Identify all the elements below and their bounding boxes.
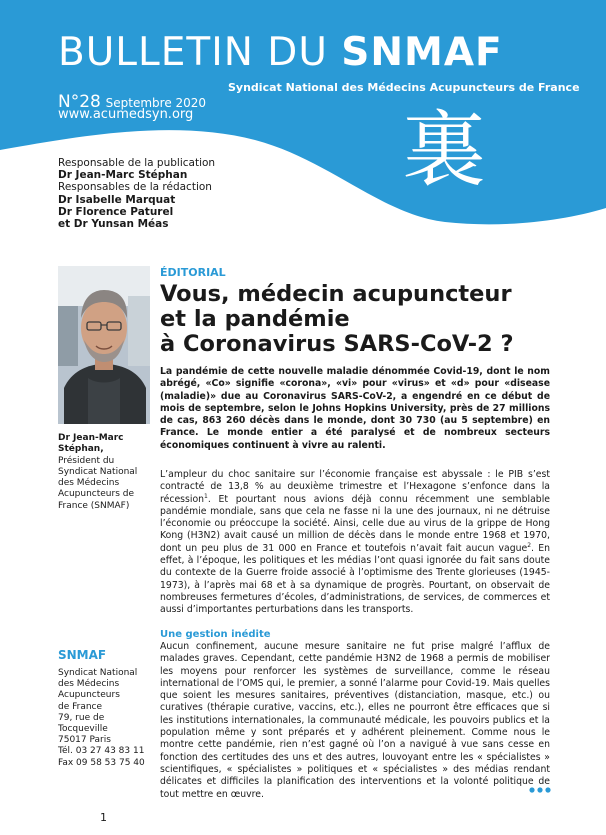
address-line: 75017 Paris: [58, 735, 111, 746]
caption-role: Président du Syndicat National des Médecins Acupuncteurs de France (SNMAF): [58, 455, 138, 511]
address-line: 79, rue de: [58, 712, 105, 723]
editorial-credits: [58, 157, 215, 230]
credit-line: Responsable de la publication: [58, 157, 216, 169]
credit-line: Dr Florence Paturel: [58, 205, 174, 218]
address-line: Fax 09 58 53 75 40: [58, 757, 145, 768]
address-line: de France: [58, 701, 103, 712]
footnote-ref[interactable]: 2: [527, 541, 532, 549]
article-headline: [160, 282, 580, 357]
author-photo: [58, 266, 150, 424]
chinese-character-logo: 裏: [401, 101, 486, 199]
issue-date: Septembre 2020: [105, 96, 207, 110]
article-lead: La pandémie de cette nouvelle maladie dénommée Covid-19, dont le nom abrégé, «Co» signifie «corona», «vi» pour «virus» et «d» pour «disease (maladie)» due au Coronavirus SARS-CoV-2, a engendré en ce début de mois de septembre, selon le Johns Hopkins University, près de 27 millions de cas, 863 260 décès dans le monde, dont 30 730 (au 5 septembre) en France. Le monde entier a été paralysé et de nombreux secteurs économiques continuent à vivre au ralenti.: [160, 366, 550, 451]
page-number: 1: [100, 811, 107, 824]
credit-line: Responsables de la rédaction: [58, 181, 212, 194]
address-line: Acupuncteurs: [58, 690, 120, 701]
address-line: des Médecins: [58, 679, 120, 690]
snmaf-address: [58, 668, 156, 769]
address-line: Tocqueville: [58, 724, 108, 735]
caption-name: Dr Jean-Marc Stéphan,: [58, 433, 124, 455]
headline-line: à Coronavirus SARS-CoV-2 ?: [160, 331, 514, 357]
headline-line: et la pandémie: [160, 306, 350, 332]
credit-line: Dr Isabelle Marquat: [58, 193, 176, 206]
headline-line: Vous, médecin acupuncteur: [160, 281, 512, 307]
issue-number: N°28: [58, 92, 101, 112]
address-line: Tél. 03 27 43 83 11: [58, 746, 145, 757]
article-paragraph-1: L’ampleur du choc sanitaire sur l’économie française est abyssale : le PIB s’est contracté de 13,8 % au deuxième trimestre et l’Hexagone s’enfonce dans la récession$^1$. Et pourtant nous avions déjà connu récemment une semblable pandémie mondiale, sans que cela ne fasse ni la une des journaux, ni ne détruise l’économie ou préoccupe la société. Ainsi, celle due au virus de la grippe de Hong Kong (H3N2) avait causé un million de décès dans le monde entre 1968 et 1970, dont un peu plus de 31 000 en France et toutefois n’avait fait aucun vague$^2$. En effet, à l’époque, les politiques et les médias l’ont quasi ignorée du fait sans doute du contexte de la Guerre froide associé à l’optimisme des Trente glorieuses (1945-1973), à l’après mai 68 et à sa dynamique de progrès. Pourtant, on observait de nombreuses fermetures d’écoles, d’administrations, de services, de commerces et aussi d’importantes perturbations dans les transports.: [160, 469, 550, 616]
bulletin-title: BULLETIN DU SNMAF: [58, 30, 503, 75]
continued-dots-icon: [529, 786, 551, 794]
address-line: Syndicat National: [58, 668, 138, 678]
article-paragraph-2: Aucun confinement, aucune mesure sanitaire ne fut prise malgré l’afflux de malades graves. Cependant, cette pandémie H3N2 de 1968 a permis de mobiliser les moyens pour renforcer les systèmes de surveillance, comme le réseau international de l’OMS qui, le premier, a sonné l’alarme pour Covid-19. Mais quelles que soient les mesures sanitaires, préventives (distanciation, masque, etc.) ou curatives (thérapie curative, vaccins, etc.), elles ne pourront être efficaces que si les institutions internationales, la communauté médicale, les pouvoirs publics et la population même y sont préparés et y adhérent pleinement. Comme nous le montre cette pandémie, rien n’est gagné où l’on a navigué à vue sans cesse en fonction des certitudes des uns et des autres, louvoyant entre les « spécialistes » scientifiques, « spécialistes » politiques et « spécialistes » des médias rendant délicates et difficiles la planification des interventions et la volonté politique de tout mettre en œuvre.: [160, 641, 550, 800]
snmaf-heading: SNMAF: [58, 648, 107, 662]
bulletin-subtitle: Syndicat National des Médecins Acupuncteurs de France: [228, 81, 580, 94]
photo-caption: [58, 433, 153, 512]
footnote-ref[interactable]: 1: [204, 492, 208, 500]
website-link[interactable]: www.acumedsyn.org: [58, 107, 194, 122]
section-label-editorial: ÉDITORIAL: [160, 266, 226, 279]
section-heading: Une gestion inédite: [160, 629, 271, 640]
credit-line: et Dr Yunsan Méas: [58, 218, 169, 231]
credit-line: Dr Jean-Marc Stéphan: [58, 169, 188, 182]
